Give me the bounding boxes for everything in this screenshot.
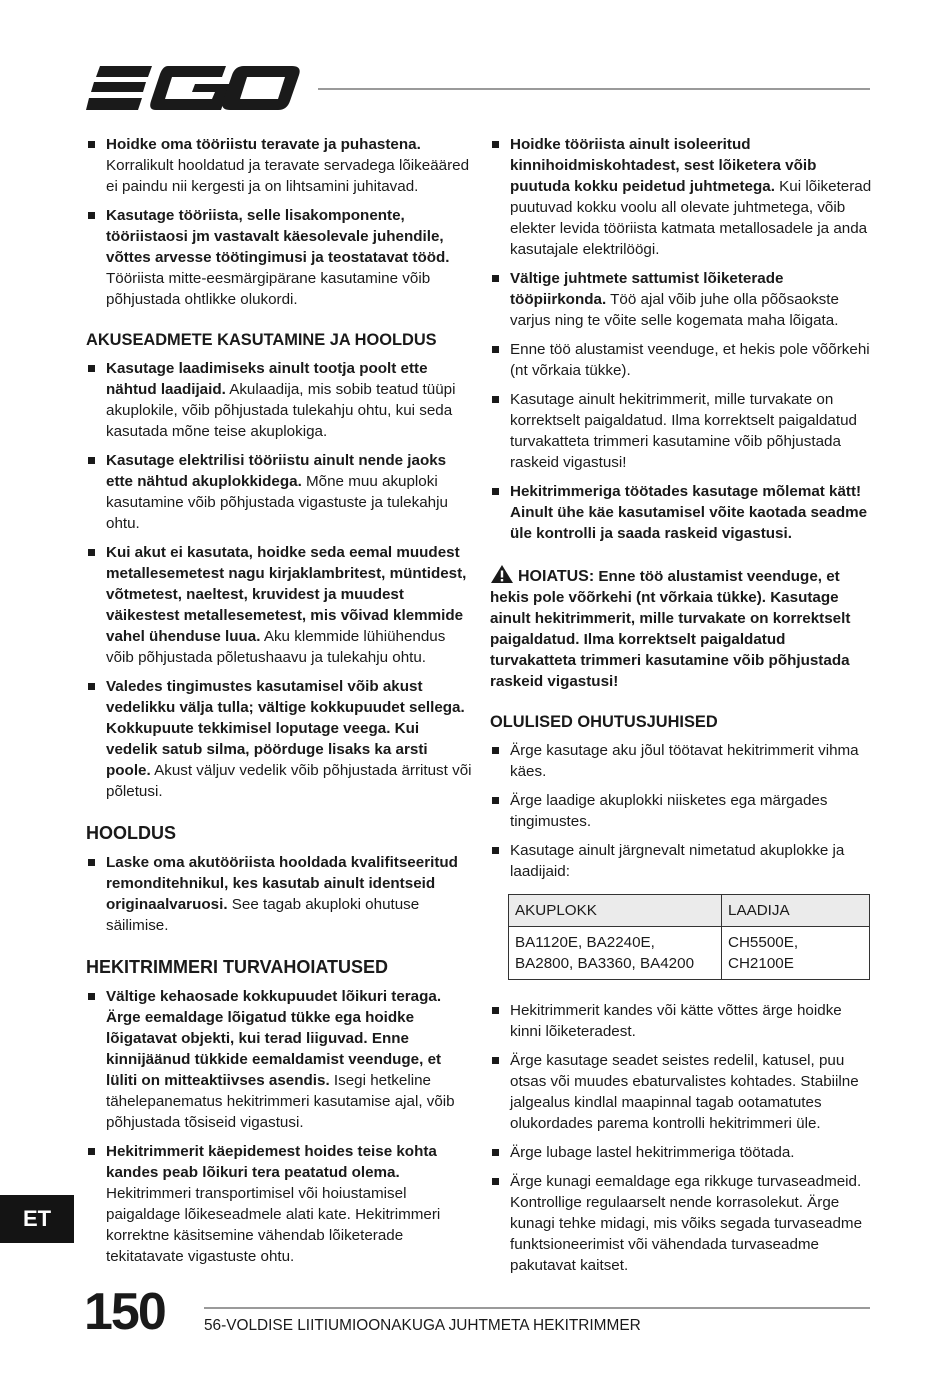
after-table-list <box>490 1000 872 1276</box>
list-item <box>490 790 872 832</box>
item-text: Mõne muu akuploki kasutamine võib põhjustada vigastuste ja tulekahju ohtu. <box>106 473 448 532</box>
item-text: Ärge laadige akuplokki niisketes ega märgades tingimustes. <box>510 792 828 830</box>
table-row <box>509 927 870 980</box>
item-bold: Hoidke oma tööriistu teravate ja puhastena. <box>106 136 421 153</box>
item-bold: Vältige kehaosade kokkupuudet lõikuri teraga. Ärge eemaldage lõigatud tükke ega hoidke lõigatavat objekti, kui terad liiguvad. Enne kinnijäänud tükkide eemaldamist veenduge, et lüliti on mitteaktiivses asendis. <box>106 988 442 1089</box>
list-item <box>86 986 472 1133</box>
item-bold: Kasutage tööriista, selle lisakomponente, tööriistaosi jm vastavalt käesolevale juhendile, võttes arvesse töötingimusi ja teostatavat tööd. <box>106 207 450 266</box>
item-bold: Valedes tingimustes kasutamisel võib akust vedelikku välja tulla; vältige kokkupuudet sellega. Kokkupuute tekkimisel loputage veega. Kui vedelik satub silma, pöörduge lisaks ka arsti poole. <box>106 678 465 779</box>
list-item <box>86 450 472 534</box>
battery-heading: AKUSEADMETE KASUTAMINE JA HOOLDUS <box>86 331 437 349</box>
item-bold: Hekitrimmeriga töötades kasutage mõlemat kätt! Ainult ühe käe kasutamisel võite kaotada seadme üle kontrolli ja saada raskeid vigastusi. <box>510 483 868 542</box>
table-header-row <box>509 895 870 927</box>
item-bold: Kui akut ei kasutata, hoidke seda eemal muudest metallesemetest nagu kirjaklambritest, müntidest, võtmetest, naeltest, kruvidest ja muudest väikestest metallesemetest, mis võivad klemmide vahel ühenduse luua. <box>106 544 467 645</box>
item-text: Isegi hetkeline tähelepanematus hekitrimmeri kasutamise ajal, võib põhjustada tõsiseid vigastusi. <box>106 1072 455 1131</box>
list-item <box>490 740 872 782</box>
list-item <box>86 542 472 668</box>
right-intro-list <box>490 134 872 544</box>
footer-title: 56-VOLDISE LIITIUMIOONAKUGA JUHTMETA HEKITRIMMER <box>204 1317 641 1334</box>
item-text: Korralikult hooldatud ja teravate servadega lõikeääred ei paindu nii kergesti ja on lihtsamini juhitavad. <box>106 157 470 195</box>
list-item <box>86 205 472 310</box>
battery-charger-table <box>508 894 870 980</box>
ego-logo <box>86 64 300 112</box>
list-item <box>490 1171 872 1276</box>
item-text: Töö ajal võib juhe olla põõsaokste varjus ning te võite selle kogemata maha lõigata. <box>510 291 839 329</box>
item-bold: Laske oma akutööriista hooldada kvalifitseeritud remonditehnikul, kes kasutab ainult identseid originaalvaruosi. <box>106 854 458 913</box>
service-list <box>86 852 472 936</box>
list-item <box>490 389 872 473</box>
item-text: Ärge kunagi eemaldage ega rikkuge turvaseadmeid. Kontrollige regulaarselt nende korrasolekut. Ärge kunagi tehke midagi, mis võiks segada turvaseadme funktsioneerimist või vähendada turvaseadme pakutavat kaitset. <box>510 1173 863 1274</box>
item-text: Hekitrimmerit kandes või kätte võttes ärge hoidke kinni lõiketeradest. <box>510 1002 842 1040</box>
item-bold: Kasutage laadimiseks ainult tootja poolt ette nähtud laadijaid. <box>106 360 428 398</box>
list-item <box>490 339 872 381</box>
left-column <box>86 134 472 1275</box>
table-cell: BA1120E, BA2240E, BA2800, BA3360, BA4200 <box>509 927 722 980</box>
battery-list <box>86 358 472 802</box>
list-item <box>86 1141 472 1267</box>
item-bold: Hekitrimmerit käepidemest hoides teise kohta kandes peab lõikuri tera peatatud olema. <box>106 1143 437 1181</box>
safety-list <box>490 740 872 882</box>
item-text: Enne töö alustamist veenduge, et hekis pole võõrkehi (nt võrkaia tükke). <box>510 341 870 379</box>
warning-label: HOIATUS: <box>518 568 595 585</box>
item-text: Ärge lubage lastel hekitrimmeriga töötada. <box>510 1144 795 1161</box>
item-bold: Kasutage elektrilisi tööriistu ainult nende jaoks ette nähtud akuplokkidega. <box>106 452 447 490</box>
right-column <box>490 134 872 1284</box>
left-intro-list <box>86 134 472 310</box>
item-text: Akulaadija, mis sobib teatud tüüpi akuplokile, võib põhjustada tulekahju ohtu, kui seda kasutada mõne teise akuplokiga. <box>106 381 456 440</box>
item-bold: Hoidke tööriista ainult isoleeritud kinnihoidmiskohtadest, sest lõiketera võib puutuda kokku peidetud juhtmetega. <box>510 136 817 195</box>
header-rule <box>318 88 870 90</box>
item-bold: Vältige juhtmete sattumist lõiketerade tööpiirkonda. <box>510 270 784 308</box>
table-header-cell: AKUPLOKK <box>509 895 722 927</box>
list-item <box>86 134 472 197</box>
item-text: Kasutage ainult järgnevalt nimetatud akuplokke ja laadijaid: <box>510 842 845 880</box>
warning-text: Enne töö alustamist veenduge, et hekis pole võõrkehi (nt võrkaia tükke). Kasutage ainult hekitrimmerit, mille turvakate on korrektselt paigaldatud. Ilma korrektselt paigaldatud turvakatteta trimmeri kasutamine võib põhjustada raskeid vigastusi! <box>490 568 851 690</box>
footer-rule <box>204 1307 870 1309</box>
list-item <box>86 676 472 802</box>
item-text: Ärge kasutage aku jõul töötavat hekitrimmerit vihma käes. <box>510 742 859 780</box>
item-text: Kui lõiketerad puutuvad kokku voolu all olevate juhtmetega, võib elekter levida tööriista katmata metallosadele ja anda kasutajale elektrilöögi. <box>510 178 872 258</box>
table-cell: CH5500E, CH2100E <box>722 927 870 980</box>
item-text: Aku klemmide lühiühendus võib põhjustada põletushaavu ja tulekahju ohtu. <box>106 628 446 666</box>
language-tab: ET <box>0 1195 74 1243</box>
list-item <box>490 1142 872 1163</box>
safety-heading: OLULISED OHUTUSJUHISED <box>490 713 718 731</box>
list-item <box>490 134 872 260</box>
list-item <box>490 1000 872 1042</box>
item-text: Ärge kasutage seadet seistes redelil, katusel, puu otsas või muudes ebaturvalistes kohtades. Stabiilne jalgealus kindlal maapinnal tagab ootamatutes olukordades parema kontrolli hekitrimmeri üle. <box>510 1052 859 1132</box>
list-item <box>490 1050 872 1134</box>
page-number: 150 <box>84 1283 165 1341</box>
item-text: See tagab akuploki ohutuse säilimise. <box>106 896 420 934</box>
service-heading: HOOLDUS <box>86 823 176 843</box>
table-header-cell: LAADIJA <box>722 895 870 927</box>
list-item <box>86 358 472 442</box>
item-text: Hekitrimmeri transportimisel või hoiustamisel paigaldage lõikeseadmele alati kate. Hekitrimmeri korrektne käsitsemine vähendab lõiketerade tekitatavate vigastuste ohtu. <box>106 1185 441 1265</box>
trimmer-list <box>86 986 472 1267</box>
item-text: Tööriista mitte-eesmärgipärane kasutamine võib põhjustada ohtlikke olukordi. <box>106 270 431 308</box>
list-item <box>490 268 872 331</box>
warning-triangle-icon <box>490 564 514 584</box>
list-item <box>490 481 872 544</box>
warning-block <box>490 564 872 692</box>
list-item <box>86 852 472 936</box>
list-item <box>490 840 872 882</box>
trimmer-heading: HEKITRIMMERI TURVAHOIATUSED <box>86 957 389 977</box>
item-text: Kasutage ainult hekitrimmerit, mille turvakate on korrektselt paigaldatud. Ilma korrektselt paigaldatud turvakatteta trimmeri kasutamine võib põhjustada raskeid vigastusi! <box>510 391 857 471</box>
item-text: Akust väljuv vedelik võib põhjustada ärritust või põletusi. <box>106 762 472 800</box>
